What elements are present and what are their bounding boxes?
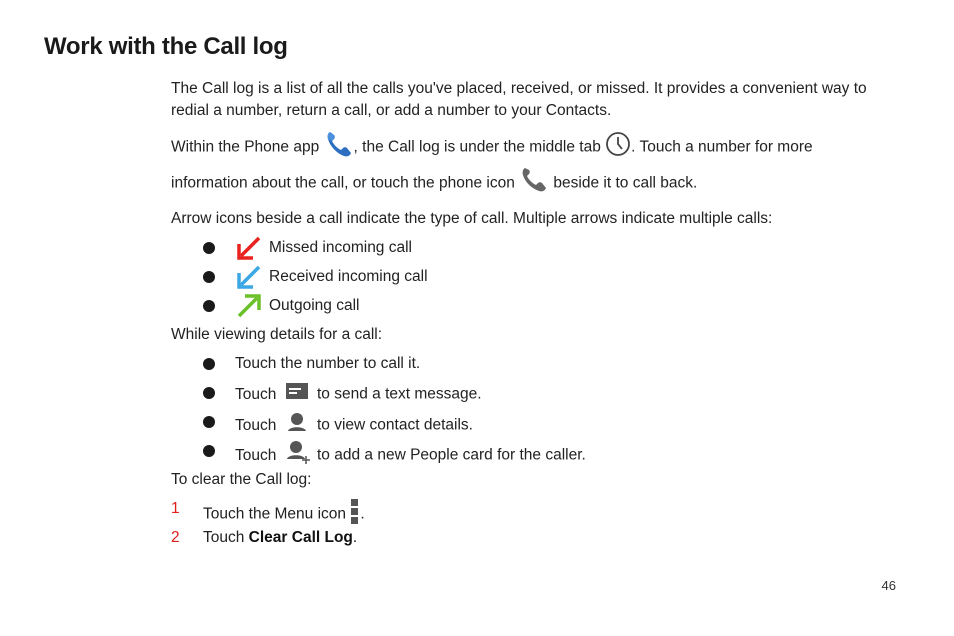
touch-word: Touch bbox=[235, 446, 277, 464]
outgoing-call-arrow-icon bbox=[235, 292, 263, 320]
list-item bbox=[171, 353, 891, 375]
list-item bbox=[171, 266, 891, 288]
step-number: 2 bbox=[171, 529, 180, 546]
details-item-text: to send a text message. bbox=[317, 385, 482, 403]
list-item bbox=[171, 237, 891, 259]
details-item-text: to view contact details. bbox=[317, 416, 473, 434]
details-intro-paragraph: While viewing details for a call: bbox=[171, 326, 383, 343]
page-number: 46 bbox=[881, 578, 896, 593]
step-text-after: . bbox=[360, 505, 365, 523]
bullet-dot bbox=[203, 416, 215, 428]
phone-para-text-1: Within the Phone app bbox=[171, 138, 324, 156]
step-item bbox=[171, 498, 891, 523]
step-text: Touch bbox=[203, 529, 249, 546]
details-item-text: to add a new People card for the caller. bbox=[317, 446, 586, 464]
missed-call-arrow-icon bbox=[235, 234, 263, 262]
message-icon bbox=[285, 382, 317, 407]
bullet-dot bbox=[203, 271, 215, 283]
arrow-item-label: Received incoming call bbox=[269, 268, 428, 285]
intro-paragraph: The Call log is a list of all the calls you've placed, received, or missed. It provides a convenient way to redial a number, return a call, or add a number to your Contacts. bbox=[171, 80, 867, 119]
details-list bbox=[171, 353, 891, 462]
clock-icon bbox=[605, 131, 631, 164]
received-call-arrow-icon bbox=[235, 263, 263, 291]
phone-app-icon bbox=[324, 129, 354, 166]
touch-word: Touch bbox=[235, 416, 277, 434]
phone-para-text-3: . Touch a number for more information about the call, or touch the phone icon bbox=[171, 138, 813, 192]
step-item bbox=[171, 527, 891, 549]
bullet-dot bbox=[203, 445, 215, 457]
list-item bbox=[171, 411, 891, 433]
page-title: Work with the Call log bbox=[44, 33, 288, 60]
list-item bbox=[171, 295, 891, 317]
clear-call-log-label: Clear Call Log bbox=[248, 529, 353, 546]
bullet-dot bbox=[203, 300, 215, 312]
arrow-list bbox=[171, 237, 891, 317]
phone-paragraph bbox=[171, 129, 891, 201]
steps-list bbox=[171, 498, 891, 549]
arrow-item-label: Outgoing call bbox=[269, 297, 360, 314]
details-item-text: Touch the number to call it. bbox=[235, 355, 421, 372]
arrow-intro-paragraph: Arrow icons beside a call indicate the type of call. Multiple arrows indicate multiple calls: bbox=[171, 210, 773, 227]
step-text-after: . bbox=[352, 529, 358, 546]
list-item bbox=[171, 382, 891, 404]
arrow-item-label: Missed incoming call bbox=[269, 239, 412, 256]
main-content bbox=[171, 78, 891, 556]
phone-icon bbox=[519, 166, 549, 201]
clear-intro-paragraph: To clear the Call log: bbox=[171, 471, 312, 488]
step-number: 1 bbox=[171, 500, 180, 517]
add-contact-icon bbox=[285, 440, 317, 471]
list-item bbox=[171, 440, 891, 462]
phone-para-text-4: beside it to call back. bbox=[549, 174, 698, 192]
bullet-dot bbox=[203, 242, 215, 254]
bullet-dot bbox=[203, 387, 215, 399]
step-text: Touch the Menu icon bbox=[203, 505, 351, 523]
touch-word: Touch bbox=[235, 385, 277, 403]
contact-icon bbox=[285, 411, 317, 440]
phone-para-text-2: , the Call log is under the middle tab bbox=[353, 138, 606, 156]
bullet-dot bbox=[203, 358, 215, 370]
